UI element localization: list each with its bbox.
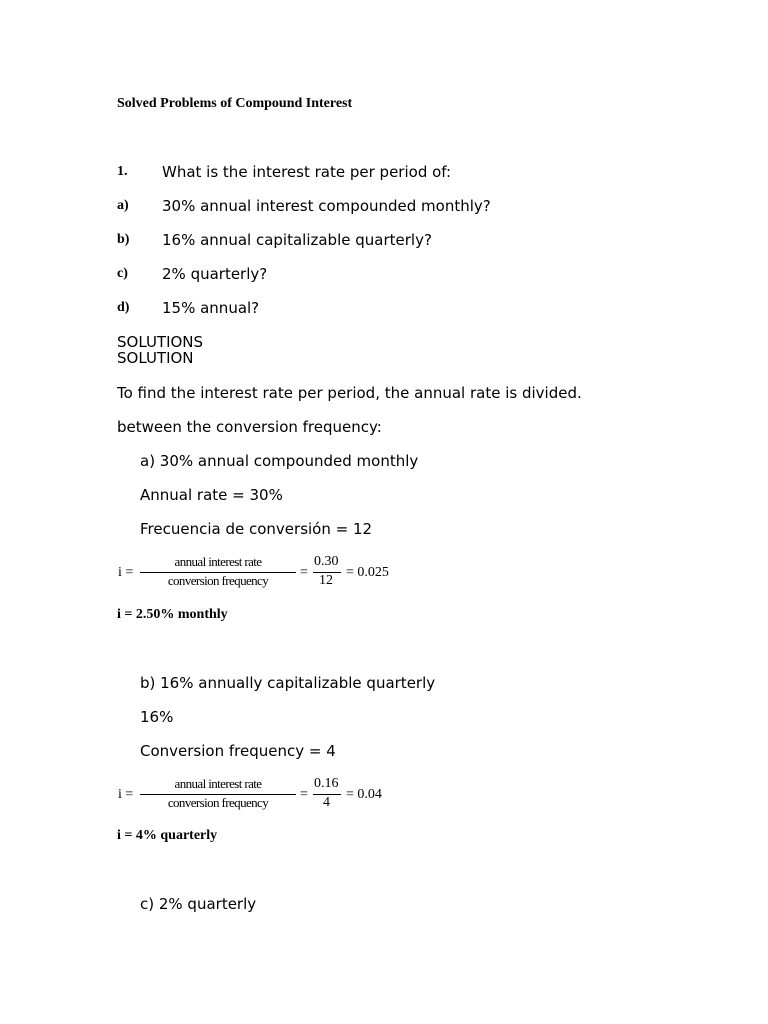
part-b-line-1: 16%: [140, 708, 174, 726]
formula-equals: =: [300, 787, 308, 802]
question-number: 1.: [117, 164, 128, 179]
part-a-heading: a) 30% annual compounded monthly: [140, 452, 419, 470]
formula-equals: =: [300, 565, 308, 580]
part-b-formula: [118, 776, 418, 816]
part-b-line-2: Conversion frequency = 4: [140, 742, 336, 760]
item-text-c: 2% quarterly?: [162, 265, 268, 283]
formula-denominator: conversion frequency: [167, 573, 269, 588]
formula-den-value: 12: [319, 573, 333, 588]
intro-line-1: To find the interest rate per period, the annual rate is divided.: [117, 384, 582, 402]
item-label-c: c): [117, 266, 128, 281]
item-label-a: a): [117, 198, 129, 213]
part-a-formula: [118, 554, 418, 594]
part-a-line-1: Annual rate = 30%: [140, 486, 283, 504]
formula-lhs: i =: [118, 787, 134, 802]
part-a-line-2: Frecuencia de conversión = 12: [140, 520, 373, 538]
formula-denominator: conversion frequency: [167, 795, 269, 810]
formula-num-value: 0.30: [314, 554, 339, 569]
item-label-b: b): [117, 232, 130, 247]
solutions-heading: SOLUTIONS: [117, 333, 204, 351]
part-b-answer: i = 4% quarterly: [117, 828, 218, 843]
part-b-heading: b) 16% annually capitalizable quarterly: [140, 674, 436, 692]
formula-num-value: 0.16: [314, 776, 339, 791]
question-text: What is the interest rate per period of:: [162, 163, 452, 181]
formula-lhs: i =: [118, 565, 134, 580]
part-a-answer: i = 2.50% monthly: [117, 607, 228, 622]
item-text-a: 30% annual interest compounded monthly?: [162, 197, 491, 215]
item-label-d: d): [117, 300, 130, 315]
formula-den-value: 4: [323, 795, 330, 810]
formula-numerator: annual interest rate: [174, 776, 262, 791]
part-c-heading: c) 2% quarterly: [140, 895, 257, 913]
formula-result: = 0.04: [346, 787, 382, 802]
item-text-d: 15% annual?: [162, 299, 260, 317]
formula-numerator: annual interest rate: [174, 554, 262, 569]
item-text-b: 16% annual capitalizable quarterly?: [162, 231, 432, 249]
formula-result: = 0.025: [346, 565, 389, 580]
solution-heading: SOLUTION: [117, 349, 194, 367]
page-title: Solved Problems of Compound Interest: [117, 96, 353, 111]
intro-line-2: between the conversion frequency:: [117, 418, 382, 436]
